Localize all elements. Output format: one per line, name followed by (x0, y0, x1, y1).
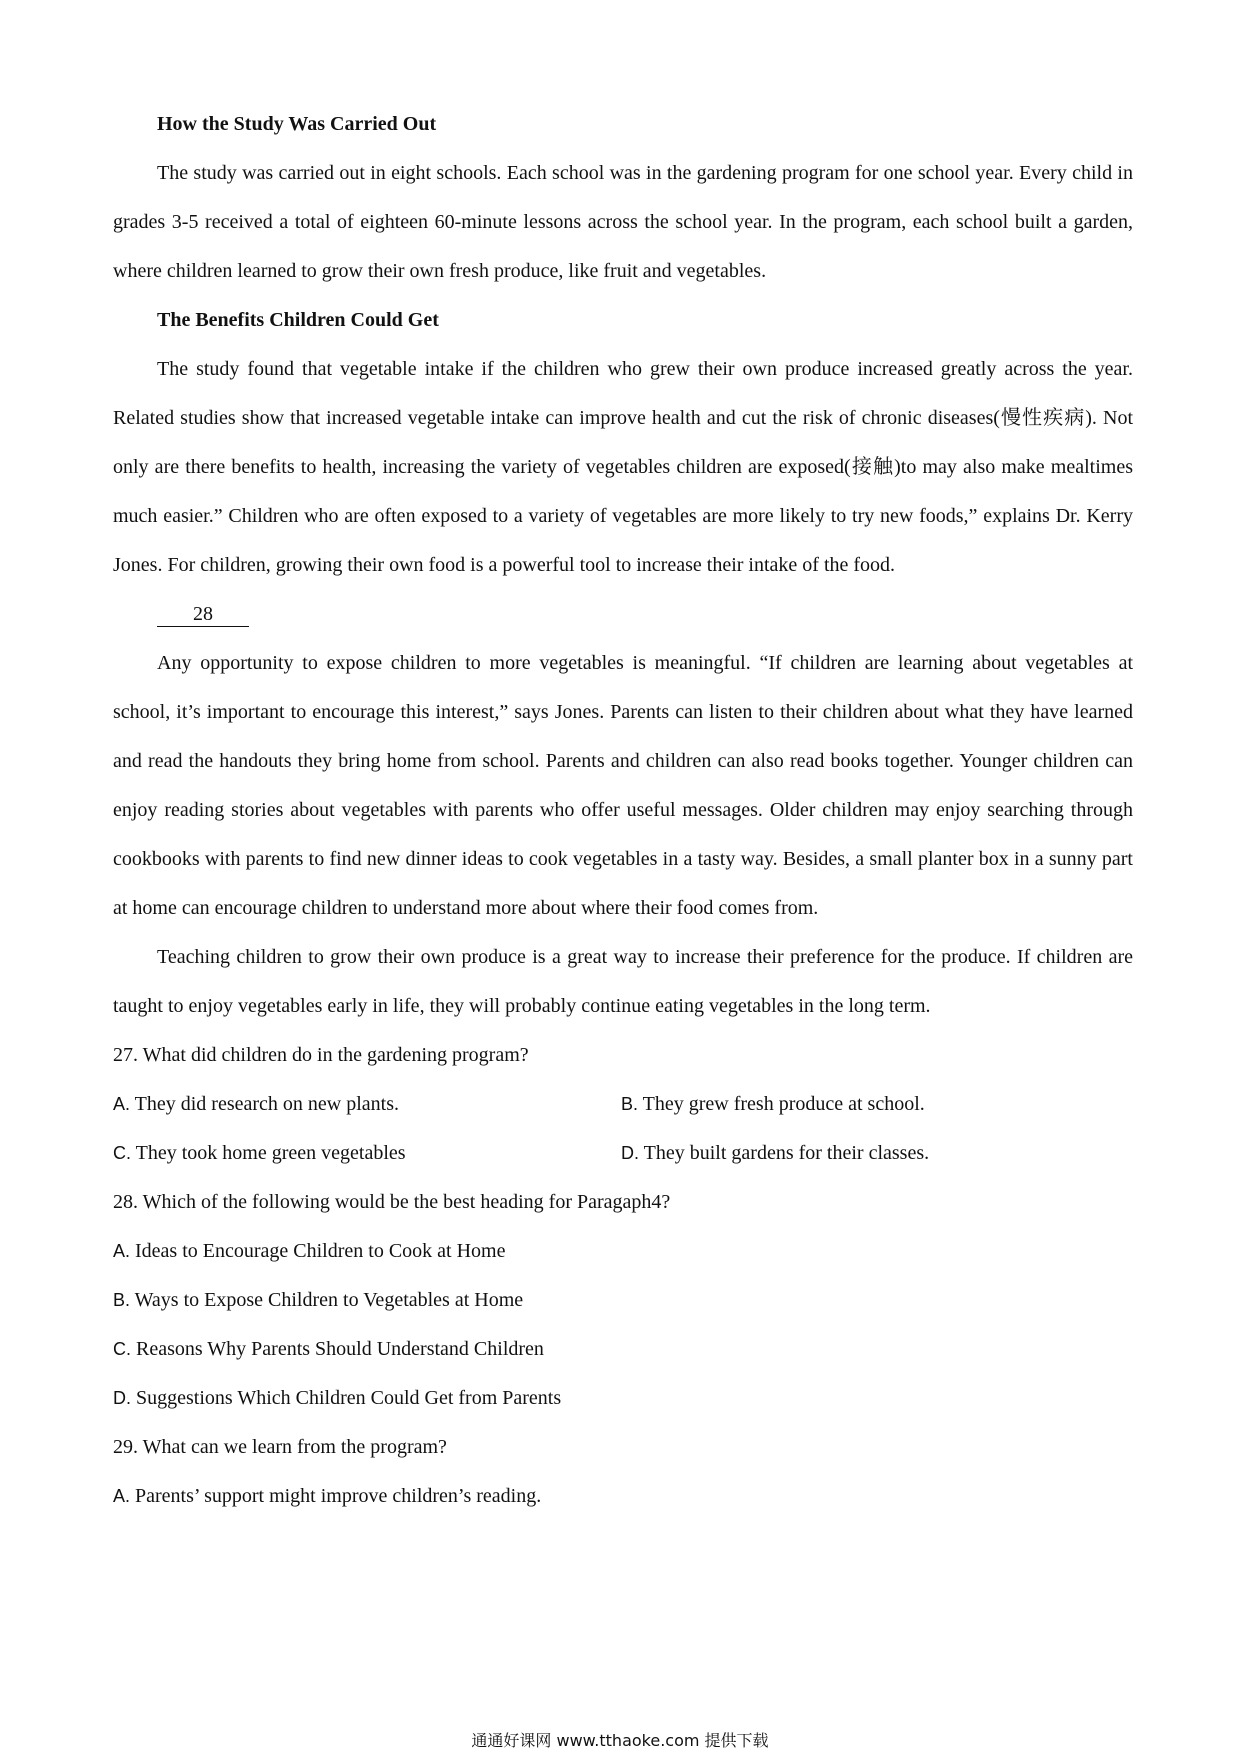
option-letter: B. (113, 1290, 131, 1310)
question-28-option-a (113, 1227, 1133, 1276)
page-footer: 通通好课网 www.tthaoke.com 提供下载 (471, 1731, 769, 1750)
question-27-option-b (621, 1080, 925, 1129)
document-body (113, 100, 1133, 1521)
option-letter: D. (113, 1388, 131, 1408)
section-heading-study: How the Study Was Carried Out (157, 113, 437, 135)
option-letter: C. (113, 1339, 131, 1359)
question-28-option-d (113, 1374, 1133, 1423)
question-27-option-a (113, 1080, 621, 1129)
paragraph-conclusion: Teaching children to grow their own produce is a great way to increase their preference for the produce. If children are taught to enjoy vegetables early in life, they will probably continue eating vegetables in the long term. (113, 946, 1133, 1017)
paragraph-benefits: The study found that vegetable intake if the children who grew their own produce increased greatly across the year. Related studies show that increased vegetable intake can improve health and cut the risk of chronic diseases(慢性疾病). Not only are there benefits to health, increasing the variety of vegetables children are exposed(接触)to may also make mealtimes much easier.” Children who are often exposed to a variety of vegetables are more likely to try new foods,” explains Dr. Kerry Jones. For children, growing their own food is a powerful tool to increase their intake of the food. (113, 358, 1133, 576)
option-letter: A. (113, 1094, 131, 1114)
option-letter: A. (113, 1241, 131, 1261)
question-27-options-row-1 (113, 1080, 1133, 1129)
option-text: They grew fresh produce at school. (638, 1093, 925, 1115)
question-29-stem: 29. What can we learn from the program? (113, 1436, 447, 1458)
paragraph-home-exposure: Any opportunity to expose children to more vegetables is meaningful. “If children are learning about vegetables at school, it’s important to encourage this interest,” says Jones. Parents can listen to their children about what they have learned and read the handouts they bring home from school. Parents and children can also read books together. Younger children can enjoy reading stories about vegetables with parents who offer useful messages. Older children may enjoy searching through cookbooks with parents to find new dinner ideas to cook vegetables in a tasty way. Besides, a small planter box in a sunny part at home can encourage children to understand more about where their food comes from. (113, 652, 1133, 919)
heading-blank-28 (113, 590, 1133, 639)
option-text: Suggestions Which Children Could Get from Parents (131, 1387, 562, 1409)
blank-number: 28 (157, 602, 249, 627)
question-28-option-b (113, 1276, 1133, 1325)
option-letter: C. (113, 1143, 131, 1163)
question-27-option-d (621, 1129, 929, 1178)
option-text: They did research on new plants. (130, 1093, 400, 1115)
option-letter: B. (621, 1094, 639, 1114)
paragraph-study: The study was carried out in eight schools. Each school was in the gardening program for one school year. Every child in grades 3-5 received a total of eighteen 60-minute lessons across the school year. In the program, each school built a garden, where children learned to grow their own fresh produce, like fruit and vegetables. (113, 162, 1133, 282)
option-letter: A. (113, 1486, 131, 1506)
option-text: They took home green vegetables (131, 1142, 406, 1164)
option-text: Ways to Expose Children to Vegetables at Home (130, 1289, 524, 1311)
section-heading-benefits: The Benefits Children Could Get (157, 309, 439, 331)
option-text: Reasons Why Parents Should Understand Children (131, 1338, 544, 1360)
question-27-stem: 27. What did children do in the gardening program? (113, 1044, 529, 1066)
question-29-option-a (113, 1472, 1133, 1521)
question-28-stem: 28. Which of the following would be the best heading for Paragaph4? (113, 1191, 671, 1213)
question-28-option-c (113, 1325, 1133, 1374)
question-27-options-row-2 (113, 1129, 1133, 1178)
option-text: Parents’ support might improve children’s reading. (130, 1485, 542, 1507)
option-text: Ideas to Encourage Children to Cook at Home (130, 1240, 506, 1262)
question-27-option-c (113, 1129, 621, 1178)
option-letter: D. (621, 1143, 639, 1163)
option-text: They built gardens for their classes. (639, 1142, 930, 1164)
